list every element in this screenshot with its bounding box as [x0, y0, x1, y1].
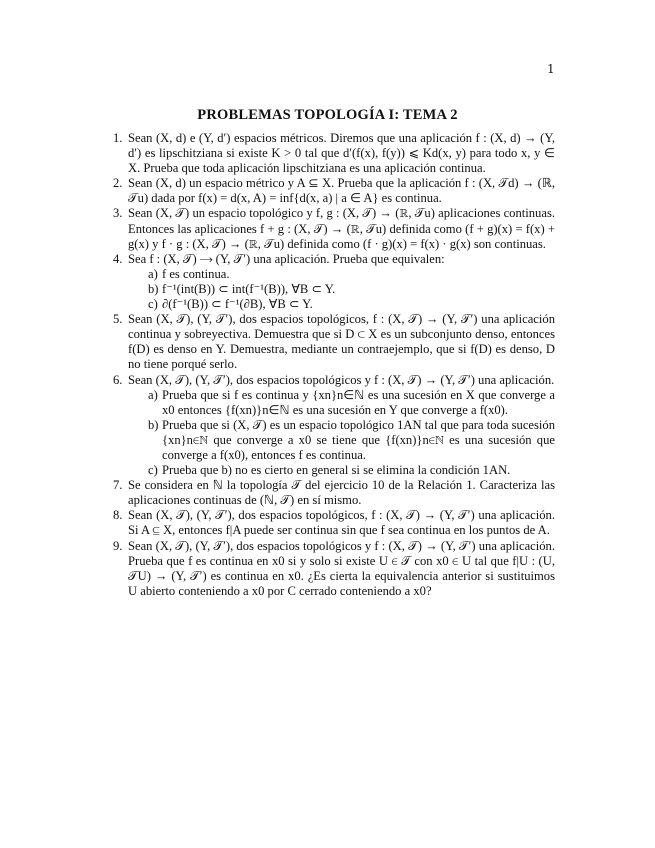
document-title: PROBLEMAS TOPOLOGÍA I: TEMA 2: [197, 107, 458, 123]
problem-text: Se considera en ℕ la topología 𝒯 del ejercicio 10 de la Relación 1. Caracteriza las aplicaciones continuas de (ℕ, 𝒯) en sí mismo.: [128, 478, 555, 508]
subitem-label: a): [148, 387, 158, 402]
problem-text: Sean (X, 𝒯), (Y, 𝒯′), dos espacios topológicos, f : (X, 𝒯) → (Y, 𝒯′) una aplicación. Si A ⊆ X, entonces f|A puede ser continua sin que f sea continua en los puntos de A.: [128, 508, 555, 538]
subitem-text: f⁻¹(int(B)) ⊂ int(f⁻¹(B)), ∀B ⊂ Y.: [162, 281, 336, 296]
subitem-list: [128, 267, 555, 312]
subitem-a: [128, 267, 555, 282]
problem-9: [113, 539, 555, 599]
page-number: 1: [547, 62, 555, 76]
problem-text: Sean (X, 𝒯), (Y, 𝒯′), dos espacios topológicos y f : (X, 𝒯) → (Y, 𝒯′) una aplicación. Prueba que f es continua en x0 si y solo si existe U ∈ 𝒯 con x0 ∈ U tal que f|U : (U, 𝒯U) → (Y, 𝒯′) es continua en x0. ¿Es cierta la equivalencia anterior si sustituimos U abierto conteniendo a x0 por C cerrado conteniendo a x0?: [128, 538, 555, 598]
problem-number: 1.: [113, 131, 123, 145]
subitem-c: [128, 297, 555, 312]
problem-text: Sea f : (X, 𝒯) ⟶ (Y, 𝒯′) una aplicación. Prueba que equivalen:: [128, 251, 445, 266]
problem-text: Sean (X, 𝒯), (Y, 𝒯′), dos espacios topológicos, f : (X, 𝒯) → (Y, 𝒯′) una aplicación continua y sobreyectiva. Demuestra que si D ⊂ X es un subconjunto denso, entonces f(D) es denso en Y. Demuestra, mediante un contraejemplo, que si f(D) es denso, D no tiene porqué serlo.: [128, 312, 555, 372]
problem-8: [113, 508, 555, 538]
problem-text: Sean (X, d) e (Y, d′) espacios métricos. Diremos que una aplicación f : (X, d) → (Y, d′) es lipschitziana si existe K > 0 tal que d′(f(x), f(y)) ⩽ Kd(x, y) para todo x, y ∈ X. Prueba que toda aplicación lipschitziana es una aplicación continua.: [128, 131, 555, 176]
problem-text: Sean (X, 𝒯), (Y, 𝒯′), dos espacios topológicos y f : (X, 𝒯) → (Y, 𝒯′) una aplicación.: [128, 372, 555, 387]
problem-number: 8.: [113, 508, 123, 523]
problem-6: [113, 373, 555, 479]
problem-number: 7.: [113, 478, 123, 493]
problem-7: [113, 478, 555, 508]
subitem-text: Prueba que si f es continua y {xn}n∈ℕ es una sucesión en X que converge a x0 entonces {f(xn)}n∈ℕ es una sucesión en Y que converge a f(x0).: [162, 387, 555, 417]
subitem-b: [128, 282, 555, 297]
problem-number: 4.: [113, 251, 123, 266]
subitem-label: b): [148, 417, 159, 432]
subitem-list: [128, 388, 555, 479]
subitem-text: f es continua.: [162, 266, 230, 281]
problem-1: [113, 131, 555, 176]
problem-number: 6.: [113, 372, 123, 387]
problem-number: 5.: [113, 312, 123, 327]
subitem-label: c): [148, 463, 158, 478]
problem-text: Sean (X, d) un espacio métrico y A ⊆ X. Prueba que la aplicación f : (X, 𝒯d) → (ℝ, 𝒯u) dada por f(x) = d(x, A) = inf{d(x, a) | a ∈ A} es continua.: [128, 176, 555, 206]
problem-2: [113, 176, 555, 206]
problem-number: 2.: [113, 176, 123, 191]
subitem-b: [128, 418, 555, 463]
subitem-label: c): [148, 297, 158, 312]
problem-number: 9.: [113, 538, 123, 553]
problem-number: 3.: [113, 206, 123, 221]
problem-list: [113, 131, 555, 599]
subitem-label: b): [148, 281, 159, 296]
subitem-a: [128, 388, 555, 418]
subitem-c: [128, 463, 555, 478]
problem-3: [113, 206, 555, 251]
problem-text: Sean (X, 𝒯) un espacio topológico y f, g : (X, 𝒯) → (ℝ, 𝒯u) aplicaciones continuas. Entonces las aplicaciones f + g : (X, 𝒯) → (ℝ, 𝒯u) definida como (f + g)(x) = f(x) + g(x) y f · g : (X, 𝒯) → (ℝ, 𝒯u) definida como (f · g)(x) = f(x) · g(x) son continuas.: [128, 206, 555, 251]
subitem-text: Prueba que b) no es cierto en general si se elimina la condición 1AN.: [162, 463, 511, 478]
subitem-text: ∂(f⁻¹(B)) ⊂ f⁻¹(∂B), ∀B ⊂ Y.: [162, 297, 313, 312]
problem-5: [113, 312, 555, 372]
subitem-label: a): [148, 266, 158, 281]
subitem-text: Prueba que si (X, 𝒯) es un espacio topológico 1AN tal que para toda sucesión {xn}n∈ℕ que converge a x0 se tiene que {f(xn)}n∈ℕ es una sucesión que converge a f(x0), entonces f es continua.: [162, 417, 555, 462]
problem-4: [113, 252, 555, 312]
